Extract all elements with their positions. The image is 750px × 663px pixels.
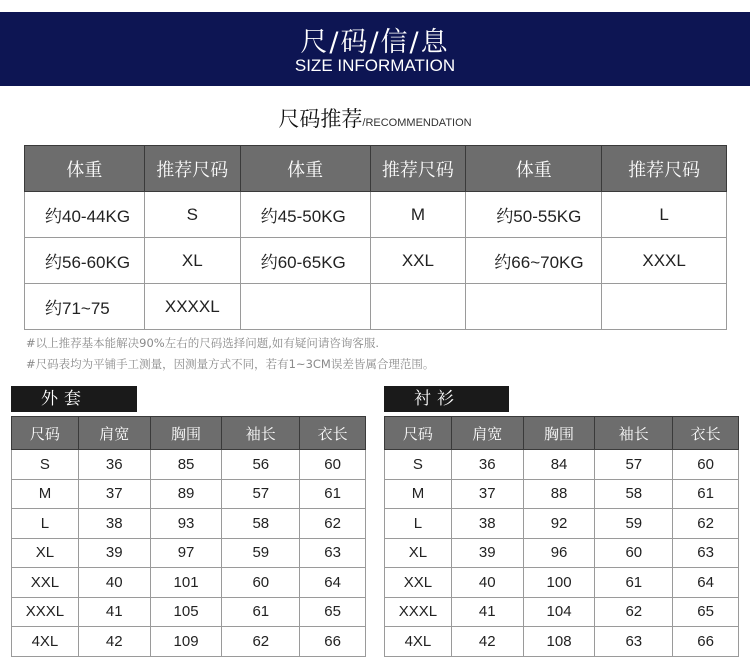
table-row (12, 568, 366, 598)
empty-cell (602, 284, 727, 330)
table-cell: 37 (451, 479, 523, 509)
table-row (12, 627, 366, 657)
table-cell: 63 (300, 538, 366, 568)
header-cell: 尺码 (12, 417, 79, 450)
table-cell: 85 (150, 450, 222, 480)
table-cell: 39 (78, 538, 150, 568)
table-cell: 97 (150, 538, 222, 568)
shirt-label: 衬衫 (384, 386, 509, 412)
table-cell: 66 (673, 627, 739, 657)
table-row (385, 450, 739, 480)
table-cell: 108 (523, 627, 595, 657)
header-cell: 肩宽 (451, 417, 523, 450)
table-cell: 39 (451, 538, 523, 568)
recommendation-header-row (25, 146, 727, 192)
shirt-header-row (385, 417, 739, 450)
header-cell: 衣长 (673, 417, 739, 450)
header-cell: 推荐尺码 (602, 146, 727, 192)
table-cell: 40 (451, 568, 523, 598)
table-cell: 60 (222, 568, 300, 598)
recommendation-table (24, 145, 727, 330)
table-cell: 59 (222, 538, 300, 568)
table-row (385, 479, 739, 509)
header-cell: 推荐尺码 (370, 146, 466, 192)
table-cell: XL (12, 538, 79, 568)
weight-cell: 约66~70KG (466, 238, 602, 284)
size-cell: XXXL (602, 238, 727, 284)
table-cell: M (385, 479, 452, 509)
header-cell: 袖长 (595, 417, 673, 450)
header-cell: 胸围 (150, 417, 222, 450)
size-cell: XXXXL (144, 284, 240, 330)
size-cell: S (144, 192, 240, 238)
table-cell: 41 (451, 597, 523, 627)
table-cell: S (12, 450, 79, 480)
table-cell: 100 (523, 568, 595, 598)
size-cell: M (370, 192, 466, 238)
header-cell: 体重 (466, 146, 602, 192)
table-cell: L (12, 509, 79, 539)
table-cell: 61 (222, 597, 300, 627)
table-row (25, 238, 727, 284)
header-title-en: SIZE INFORMATION (294, 56, 456, 75)
empty-cell (466, 284, 602, 330)
table-cell: 66 (300, 627, 366, 657)
table-cell: 101 (150, 568, 222, 598)
table-cell: 60 (673, 450, 739, 480)
table-cell: 58 (222, 509, 300, 539)
weight-cell: 约71~75 (25, 284, 145, 330)
table-row (12, 597, 366, 627)
jacket-size-table (11, 416, 366, 657)
header-title-cn: 尺/码/信/息 (300, 27, 450, 58)
table-row (12, 538, 366, 568)
recommendation-title-en: /RECOMMENDATION (362, 117, 472, 129)
table-cell: 36 (451, 450, 523, 480)
table-cell: 93 (150, 509, 222, 539)
table-cell: 56 (222, 450, 300, 480)
table-cell: 37 (78, 479, 150, 509)
table-cell: 38 (78, 509, 150, 539)
table-row (12, 509, 366, 539)
table-cell: 59 (595, 509, 673, 539)
header-cell: 体重 (240, 146, 370, 192)
table-cell: 57 (595, 450, 673, 480)
empty-cell (240, 284, 370, 330)
size-cell: L (602, 192, 727, 238)
recommendation-title-cn: 尺码推荐 (278, 107, 363, 131)
table-cell: XXXL (385, 597, 452, 627)
table-cell: 92 (523, 509, 595, 539)
note-line: #以上推荐基本能解决90%左右的尺码选择问题,如有疑问请咨询客服. (26, 336, 380, 350)
table-row (385, 568, 739, 598)
table-cell: XXXL (12, 597, 79, 627)
table-cell: 105 (150, 597, 222, 627)
shirt-size-table (384, 416, 739, 657)
size-cell: XL (144, 238, 240, 284)
size-cell: XXL (370, 238, 466, 284)
table-cell: 62 (673, 509, 739, 539)
header-cell: 体重 (25, 146, 145, 192)
header-cell: 衣长 (300, 417, 366, 450)
table-cell: 61 (595, 568, 673, 598)
weight-cell: 约40-44KG (25, 192, 145, 238)
table-cell: 62 (300, 509, 366, 539)
table-cell: 88 (523, 479, 595, 509)
jacket-label: 外套 (11, 386, 137, 412)
table-cell: 40 (78, 568, 150, 598)
table-cell: 41 (78, 597, 150, 627)
table-cell: S (385, 450, 452, 480)
empty-cell (370, 284, 466, 330)
header-cell: 推荐尺码 (144, 146, 240, 192)
table-cell: 109 (150, 627, 222, 657)
recommendation-title (0, 103, 750, 133)
weight-cell: 约45-50KG (240, 192, 370, 238)
table-cell: 42 (78, 627, 150, 657)
table-cell: 104 (523, 597, 595, 627)
table-cell: 89 (150, 479, 222, 509)
table-cell: 58 (595, 479, 673, 509)
header-cell: 尺码 (385, 417, 452, 450)
table-cell: 36 (78, 450, 150, 480)
table-cell: XXL (12, 568, 79, 598)
table-cell: 65 (300, 597, 366, 627)
table-cell: 62 (595, 597, 673, 627)
table-cell: 63 (595, 627, 673, 657)
table-cell: 4XL (385, 627, 452, 657)
table-cell: 4XL (12, 627, 79, 657)
header-cell: 肩宽 (78, 417, 150, 450)
table-cell: 62 (222, 627, 300, 657)
weight-cell: 约50-55KG (466, 192, 602, 238)
table-cell: 65 (673, 597, 739, 627)
table-cell: 96 (523, 538, 595, 568)
table-row (25, 284, 727, 330)
table-row (12, 479, 366, 509)
table-row (25, 192, 727, 238)
note-line: #尺码表均为平铺手工测量，因测量方式不同，若有1~3CM误差皆属合理范围。 (26, 357, 435, 371)
table-cell: 84 (523, 450, 595, 480)
table-cell: XXL (385, 568, 452, 598)
weight-cell: 约56-60KG (25, 238, 145, 284)
table-cell: 64 (300, 568, 366, 598)
header-cell: 胸围 (523, 417, 595, 450)
table-cell: 57 (222, 479, 300, 509)
table-cell: 63 (673, 538, 739, 568)
table-row (385, 538, 739, 568)
notes (26, 333, 434, 375)
table-cell: 61 (673, 479, 739, 509)
table-cell: 42 (451, 627, 523, 657)
table-row (12, 450, 366, 480)
table-row (385, 597, 739, 627)
table-cell: XL (385, 538, 452, 568)
header-cell: 袖长 (222, 417, 300, 450)
table-cell: L (385, 509, 452, 539)
table-row (385, 509, 739, 539)
table-cell: 64 (673, 568, 739, 598)
weight-cell: 约60-65KG (240, 238, 370, 284)
table-cell: 61 (300, 479, 366, 509)
table-cell: 38 (451, 509, 523, 539)
table-row (385, 627, 739, 657)
table-cell: 60 (595, 538, 673, 568)
table-cell: M (12, 479, 79, 509)
jacket-header-row (12, 417, 366, 450)
table-cell: 60 (300, 450, 366, 480)
